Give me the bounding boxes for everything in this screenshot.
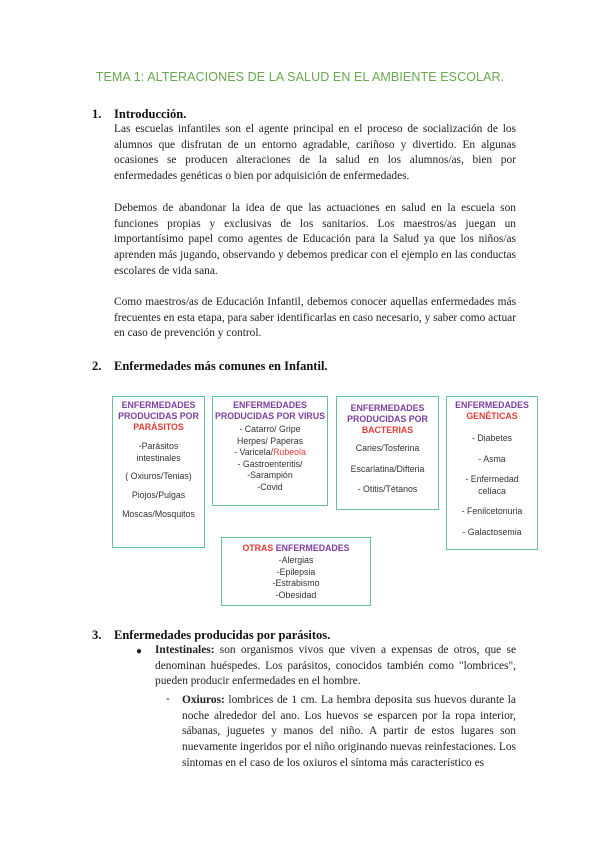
box-parasites-item: Piojos/Pulgas — [131, 489, 186, 500]
sub-bullet-oxiuros-label: Oxiuros: — [182, 694, 225, 706]
sub-bullet-oxiuros-text: lombrices de 1 cm. La hembra deposita sus huevos durante la noche alrededor del ano. Los huevos se esparcen por la ropa interior, sábanas, juguetes y manos del niño. A partir de estos lugares son nuevamente ingeridos por el niño originando nuevas reinfestaciones. Los síntomas en el caso de los oxiuros el síntoma más característico es — [182, 694, 516, 769]
document-title: TEMA 1: ALTERACIONES DE LA SALUD EN EL AMBIENTE ESCOLAR. — [95, 70, 505, 84]
box-bacteria-title-c: BACTERIAS — [361, 425, 414, 435]
box-parasites-title-a: ENFERMEDADES — [121, 400, 196, 410]
box-genetic — [446, 396, 538, 550]
bullet-intestinales — [155, 643, 516, 690]
box-virus-item-rubeola: Rubeola — [273, 447, 306, 457]
box-genetic-item: - Enfermedad — [465, 474, 519, 484]
box-other-title-a: OTRAS — [242, 543, 274, 553]
box-bacteria — [336, 396, 439, 510]
box-bacteria-item: - Otitis/Tétanos — [357, 484, 418, 494]
box-virus-item: -Covid — [257, 481, 283, 492]
section-3-title: Enfermedades producidas por parásitos. — [114, 628, 331, 642]
box-virus-item: Herpes/ Paperas — [236, 435, 303, 446]
box-parasites-item: Moscas/Mosquitos — [122, 509, 195, 519]
box-bacteria-title-a: ENFERMEDADES — [350, 403, 425, 413]
box-genetic-title-a: ENFERMEDADES — [455, 400, 529, 410]
box-virus-item: - Varicela/ — [234, 447, 274, 457]
box-genetic-item: - Fenilcetonuria — [461, 506, 523, 516]
box-genetic-item: celíaca — [478, 485, 506, 496]
box-bacteria-title-b: PRODUCIDAS POR — [347, 414, 428, 424]
dash-icon: - — [166, 693, 170, 705]
box-other-title — [222, 543, 370, 554]
section-1-title: Introducción. — [114, 107, 187, 121]
section-1-number: 1. — [92, 107, 102, 121]
box-virus-item-varicela — [213, 447, 327, 459]
box-virus-item: -Sarampión — [247, 470, 293, 480]
intro-paragraph-1: Las escuelas infantiles son el agente principal en el proceso de socialización de los alumnos que disfrutan de un entorno agradable, cariñoso y divertido. En algunas ocasiones se producen alteraciones de la salud en los alumnos/as, bien por enfermedades genéticas o bien por adquisición de enfermedades. — [114, 123, 516, 183]
box-virus — [212, 396, 328, 506]
section-2-title: Enfermedades más comunes en Infantil. — [114, 359, 328, 373]
box-virus-item: - Catarro/ Gripe — [239, 424, 301, 434]
box-parasites-title-c: PARÁSITOS — [133, 422, 184, 432]
section-3-number: 3. — [92, 628, 102, 642]
box-bacteria-item: Caries/Tosferina — [355, 443, 420, 453]
box-other-item: -Alergias — [278, 555, 314, 565]
box-other-item: -Epilepsia — [276, 566, 316, 577]
intro-paragraph-3: Como maestros/as de Educación Infantil, debemos conocer aquellas enfermedades más frecuentes en esta etapa, para saber identificarlas en caso necesario, y saber como actuar en caso de prevención y control. — [114, 296, 516, 340]
box-parasites-item: ( Oxiuros/Tenias) — [125, 471, 192, 481]
intro-paragraph-2: Debemos de abandonar la idea de que las actuaciones en salud en la escuela son funciones propias y exclusivas de los sanitarios. Los maestros/as juegan un importantísimo papel como agentes de Educación para la Salud ya que los niños/as aprenden más jugando, observando y debemos predicar con el ejemplo en las conductas escolares de vida sana. — [114, 202, 516, 277]
box-other-item: -Obesidad — [275, 589, 317, 600]
box-parasites-title-b: PRODUCIDAS POR — [118, 411, 199, 421]
section-1-heading — [92, 107, 186, 122]
box-genetic-item: - Asma — [478, 453, 506, 464]
box-parasites — [112, 396, 205, 548]
box-other-item: -Estrabismo — [272, 578, 320, 588]
section-3-heading — [92, 628, 330, 643]
box-parasites-item: -Parásitos intestinales — [136, 441, 181, 463]
bullet-intestinales-label: Intestinales: — [155, 644, 215, 656]
sub-bullet-oxiuros — [182, 693, 516, 772]
bullet-icon: ● — [136, 646, 143, 657]
box-genetic-item: - Galactosemia — [462, 526, 522, 537]
bullet-intestinales-text: son organismos vivos que viven a expensas de otros, que se denominan huéspedes. Los parásitos, conocidos también como "lombrices", pueden producir enfermedades en el hombre. — [155, 644, 516, 688]
box-other-title-b: ENFERMEDADES — [275, 543, 350, 553]
box-virus-item: - Gastroenteritis/ — [237, 458, 303, 469]
box-virus-title-b: PRODUCIDAS POR VIRUS — [215, 411, 325, 421]
box-genetic-title-b: GENÉTICAS — [466, 411, 518, 421]
box-other — [221, 537, 371, 606]
box-virus-title-a: ENFERMEDADES — [233, 400, 307, 410]
section-2-heading — [92, 359, 328, 374]
box-genetic-item: - Diabetes — [471, 433, 513, 443]
section-2-number: 2. — [92, 359, 102, 373]
box-bacteria-item: Escarlatina/Difteria — [350, 463, 425, 474]
